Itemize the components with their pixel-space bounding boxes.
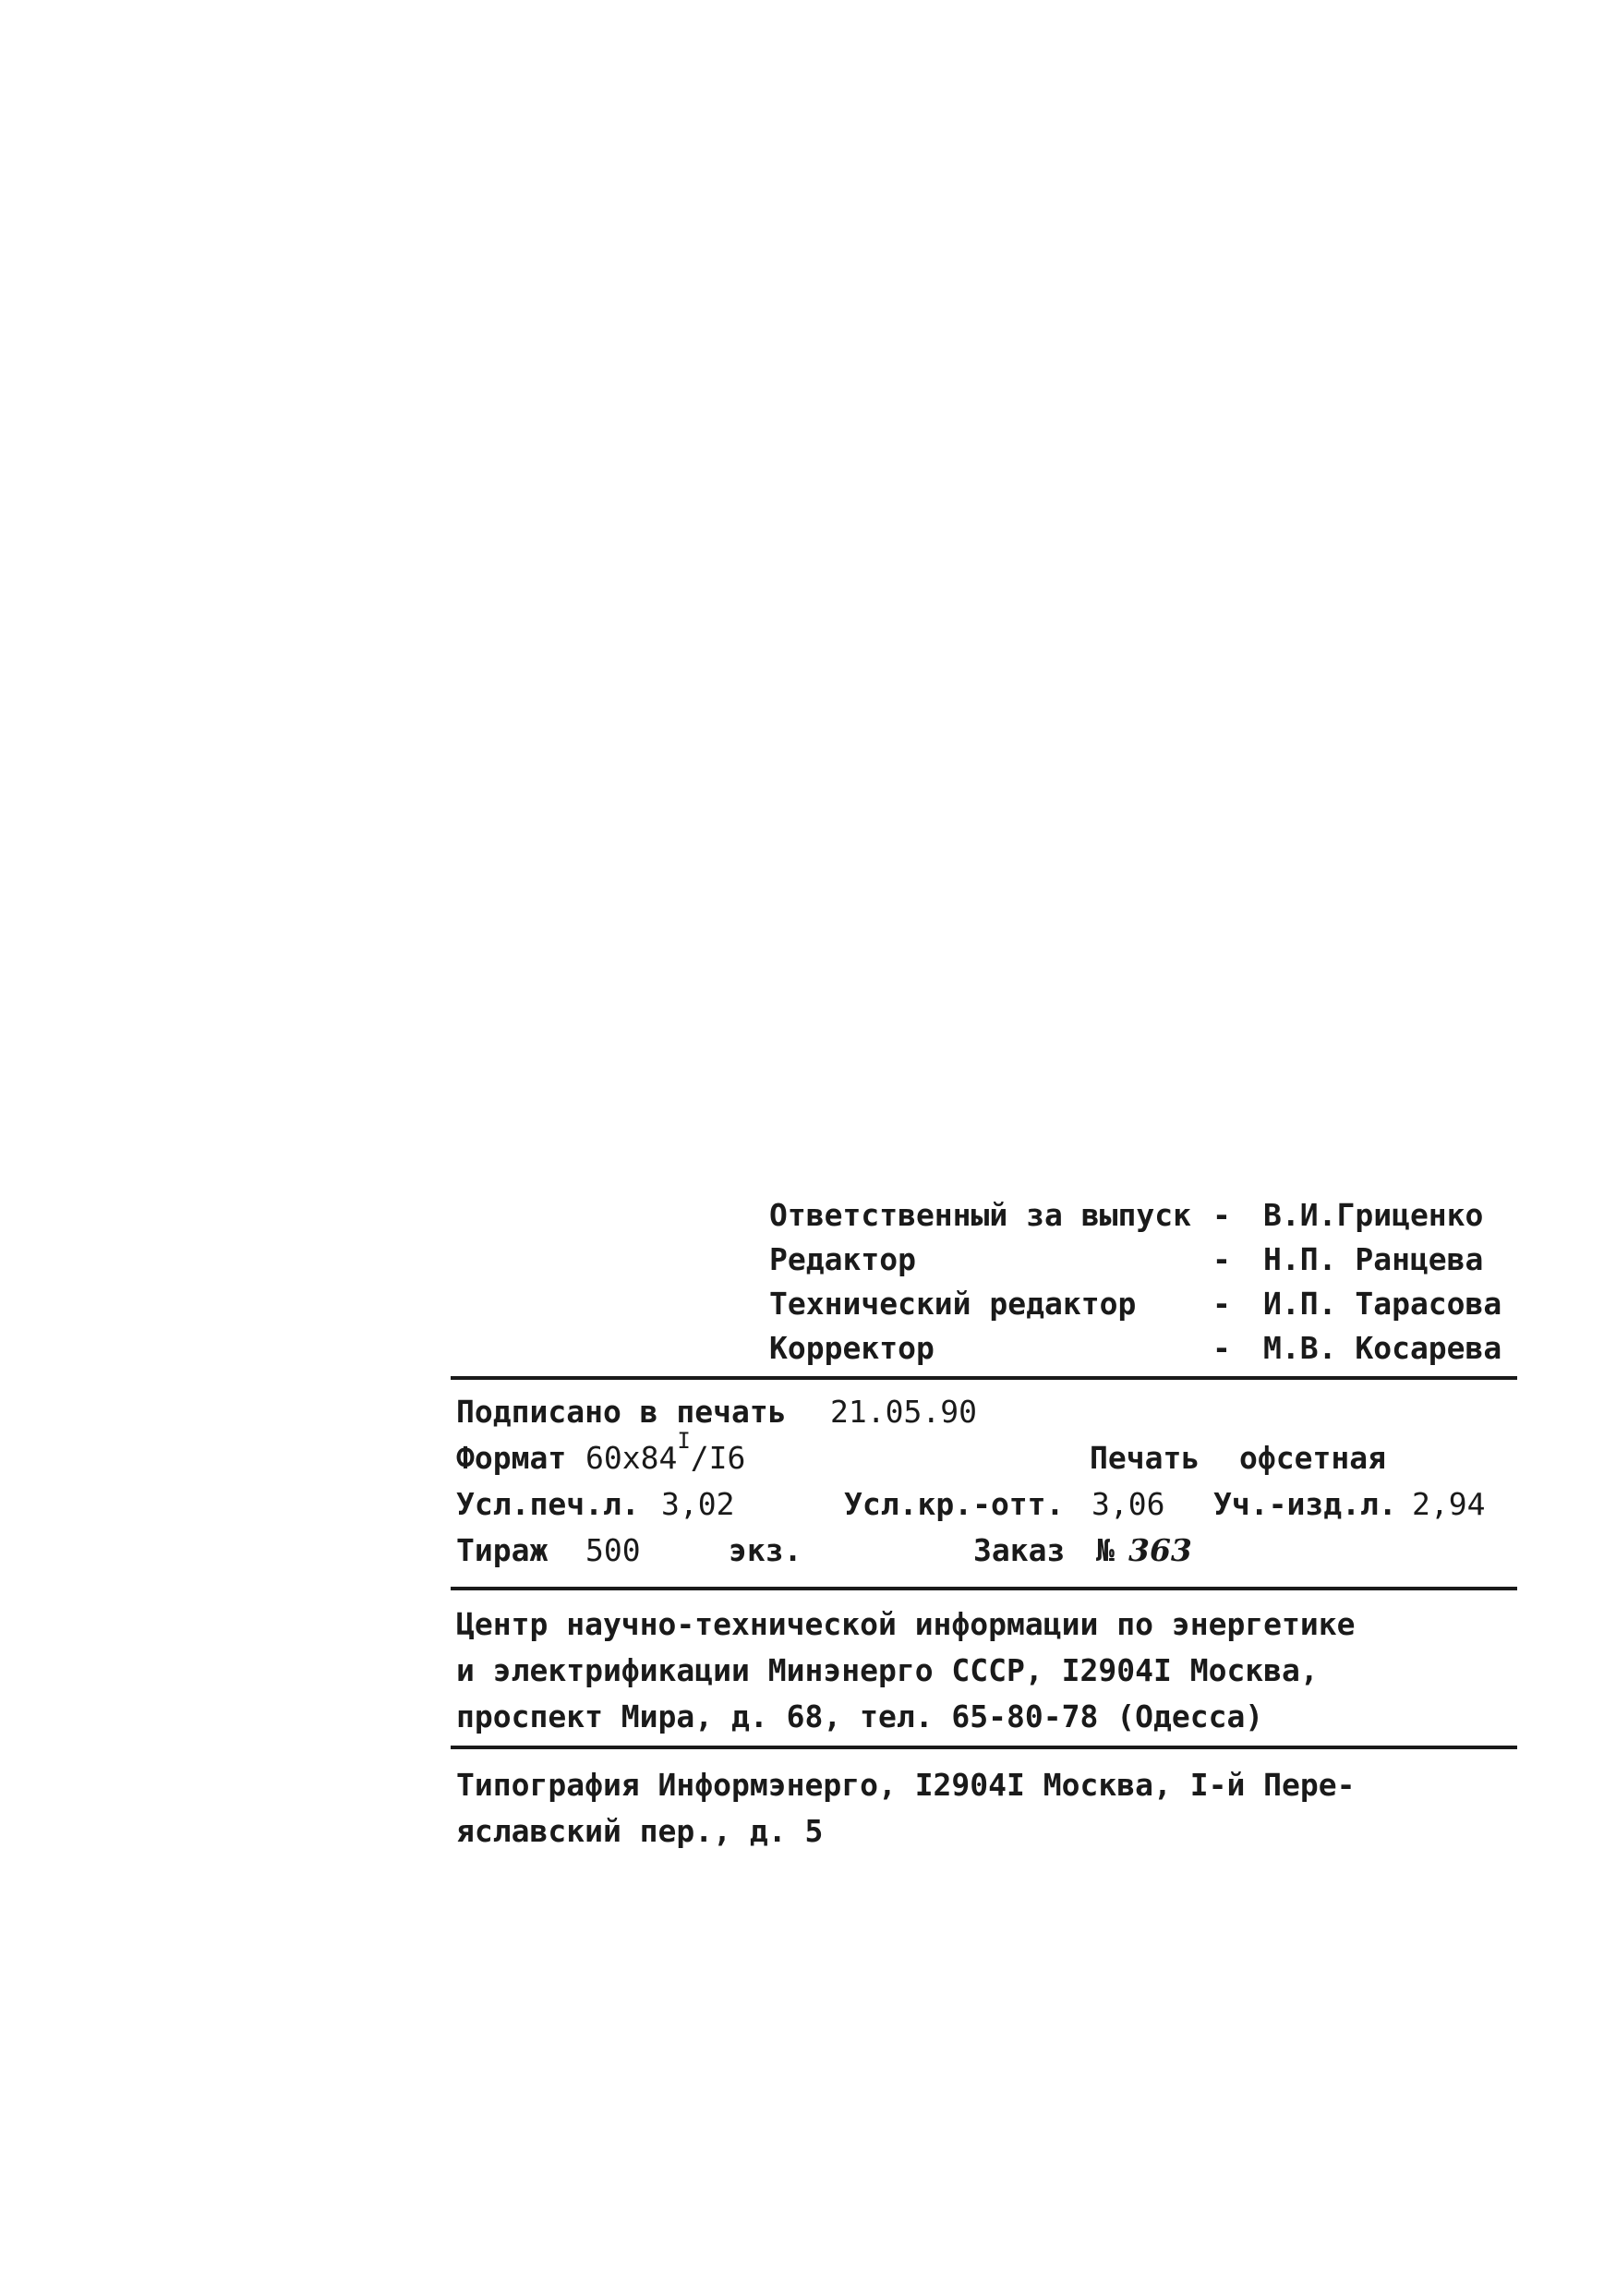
uch-izd-label: Уч.-изд.л. [1213,1486,1397,1522]
printing-house-line: яславский пер., д. 5 [456,1813,824,1849]
staff-dash: - [1212,1286,1231,1322]
signed-date: 21.05.90 [830,1394,977,1430]
usl-kr-label: Усл.кр.-отт. [844,1486,1065,1522]
order-label: Заказ [973,1532,1066,1568]
organization-line: Центр научно-технической информации по энергетике [456,1606,1356,1642]
order-sign: № [1096,1532,1115,1568]
signed-label: Подписано в печать [456,1394,787,1430]
staff-name: И.П. Тарасова [1263,1286,1502,1322]
usl-kr-value: 3,06 [1091,1486,1165,1522]
format-superscript: I [677,1428,691,1454]
usl-pech-value: 3,02 [661,1486,735,1522]
staff-name: М.В. Косарева [1263,1330,1502,1366]
imprint-block [451,1389,1513,1574]
imprint-line-run [456,1528,1513,1574]
staff-name: В.И.Гриценко [1263,1197,1484,1233]
staff-row [769,1193,1513,1238]
imprint-line-format [456,1428,1513,1481]
printing-house-block [451,1762,1513,1855]
printing-house-line: Типография Информэнерго, I2904I Москва, I-й Пере- [456,1767,1356,1803]
staff-role: Технический редактор [769,1286,1137,1322]
staff-role: Редактор [769,1241,916,1277]
staff-role: Корректор [769,1330,935,1366]
order-value-handwritten: 363 [1128,1532,1192,1568]
usl-pech-label: Усл.печ.л. [456,1486,640,1522]
organization-block [451,1601,1513,1740]
format-value: 60х84 [585,1440,678,1476]
organization-line: проспект Мира, д. 68, тел. 65-80-78 (Одесса) [456,1698,1264,1734]
divider-rule [451,1376,1517,1380]
tirazh-label: Тираж [456,1532,549,1568]
format-label: Формат [456,1440,567,1476]
staff-dash: - [1212,1330,1231,1366]
organization-line: и электрификации Минэнерго СССР, I2904I Москва, [456,1652,1319,1688]
imprint-line-signed [456,1389,1513,1435]
staff-row [769,1282,1513,1326]
staff-dash: - [1212,1241,1231,1277]
staff-role: Ответственный за выпуск [769,1197,1191,1233]
format-tail: /I6 [690,1440,746,1476]
staff-list [769,1193,1513,1371]
format-value-group [585,1428,746,1481]
colophon [451,1193,1513,1855]
print-value: офсетная [1239,1440,1386,1476]
divider-rule [451,1746,1517,1749]
staff-row [769,1326,1513,1371]
imprint-line-sheets [456,1481,1513,1528]
divider-rule [451,1587,1517,1590]
print-label: Печать [1090,1440,1200,1476]
tirazh-value: 500 [585,1532,641,1568]
staff-name: Н.П. Ранцева [1263,1241,1484,1277]
staff-row [769,1238,1513,1282]
staff-dash: - [1212,1197,1231,1233]
uch-izd-value: 2,94 [1412,1486,1486,1522]
tirazh-unit: экз. [729,1532,802,1568]
